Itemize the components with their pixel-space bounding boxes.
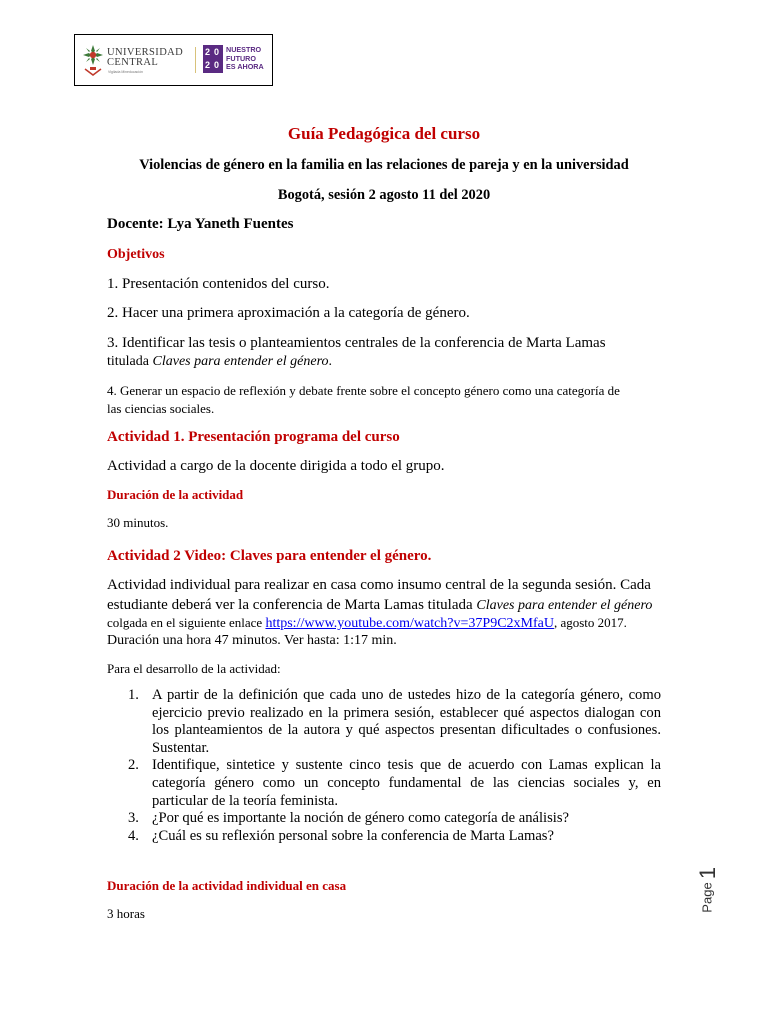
activity2-text-prefix: estudiante deberá ver la conferencia de Marta Lamas titulada: [107, 597, 477, 613]
youtube-link[interactable]: https://www.youtube.com/watch?v=37P9C2xMfaU: [265, 616, 554, 631]
session-date: Bogotá, sesión 2 agosto 11 del 2020: [277, 187, 491, 203]
home-duration-heading: Duración de la actividad individual en casa: [107, 878, 347, 893]
duration-heading: Duración de la actividad: [107, 487, 244, 502]
list-item-text: ¿Cuál es su reflexión personal sobre la conferencia de Marta Lamas?: [152, 827, 554, 844]
objective-item-continuation: [107, 354, 663, 370]
page-label: Page: [699, 882, 715, 913]
list-item-text: Identifique, sintetice y sustente cinco tesis que de acuerdo con Lamas explican la categoría género como un concepto fundamental de las ciencias sociales y, en particular de la teoría feminista.: [152, 757, 661, 809]
activity2-link-prefix: colgada en el siguiente enlace: [107, 615, 266, 630]
home-duration-value: 3 horas: [107, 906, 145, 921]
page-number: 1: [695, 866, 721, 880]
lecture-title: Claves para entender el género: [476, 598, 653, 613]
objectives-heading: Objetivos: [107, 247, 165, 262]
logo-divider: [195, 47, 196, 73]
university-logo: [74, 34, 273, 86]
objective-item: 2. Hacer una primera aproximación a la categoría de género.: [107, 305, 470, 321]
university-name: [107, 48, 183, 68]
university-name-line2: CENTRAL: [107, 57, 159, 68]
objective-3-prefix: titulada: [107, 354, 153, 369]
objective-item-continuation: las ciencias sociales.: [107, 401, 215, 416]
year-digit: 2: [205, 47, 211, 57]
university-name-line1: UNIVERSIDAD: [107, 47, 184, 58]
activity2-text: Actividad individual para realizar en casa como insumo central de la segunda sesión. Cada: [107, 577, 651, 593]
activity-steps-list: [107, 687, 661, 845]
slogan-line: FUTURO: [226, 53, 256, 63]
year-digit: 0: [214, 47, 220, 57]
list-item-number: 4.: [128, 827, 139, 844]
list-item: [107, 828, 661, 846]
development-intro: Para el desarrollo de la actividad:: [107, 661, 281, 676]
activity2-text: [107, 615, 663, 632]
list-item-number: 3.: [128, 810, 139, 827]
activity2-text: Duración una hora 47 minutos. Ver hasta: 1:17 min.: [107, 633, 397, 648]
year-2020-badge: [203, 45, 223, 73]
university-seal-icon: [81, 43, 105, 77]
university-tagline: Vigilada Mineducación: [108, 70, 143, 74]
objective-item: 4. Generar un espacio de reflexión y debate frente sobre el concepto género como una categoría de: [107, 383, 620, 398]
list-item-text: A partir de la definición que cada uno de ustedes hizo de la categoría género, como ejercicio previo realizado en la primera sesión, establecer qué aspectos dialogan con los planteamientos de la autora y qué aspectos presentan dificultades o confusiones. Sustentar.: [152, 687, 661, 756]
activity2-link-suffix: , agosto 2017.: [553, 615, 627, 630]
year-digit: 2: [205, 60, 211, 70]
list-item: [107, 810, 661, 828]
slogan: [226, 46, 264, 72]
objective-item: 3. Identificar las tesis o planteamientos centrales de la conferencia de Marta Lamas: [107, 335, 606, 351]
activity1-description: Actividad a cargo de la docente dirigida a todo el grupo.: [107, 458, 445, 474]
teacher-name: Docente: Lya Yaneth Fuentes: [107, 216, 294, 232]
list-item-text: ¿Por qué es importante la noción de género como categoría de análisis?: [152, 810, 569, 827]
slogan-line: ES AHORA: [226, 62, 264, 72]
document-title: Guía Pedagógica del curso: [287, 124, 481, 143]
list-item: [107, 757, 661, 810]
list-item: [107, 687, 661, 757]
activity1-heading: Actividad 1. Presentación programa del curso: [107, 429, 400, 445]
activity2-text: [107, 597, 663, 614]
activity2-heading: Actividad 2 Video: Claves para entender el género.: [107, 548, 432, 564]
list-item-number: 1.: [128, 687, 139, 703]
list-item-number: 2.: [128, 757, 139, 774]
objective-item: 1. Presentación contenidos del curso.: [107, 276, 330, 292]
slogan-line: NUESTRO: [226, 45, 262, 54]
duration-value: 30 minutos.: [107, 515, 169, 530]
year-digit: 0: [214, 60, 220, 70]
page-number-indicator: [695, 866, 730, 920]
lecture-title: Claves para entender el género: [152, 354, 329, 369]
objective-3-suffix: .: [328, 354, 332, 369]
document-subtitle: Violencias de género en la familia en las relaciones de pareja y en la universidad: [139, 157, 629, 173]
